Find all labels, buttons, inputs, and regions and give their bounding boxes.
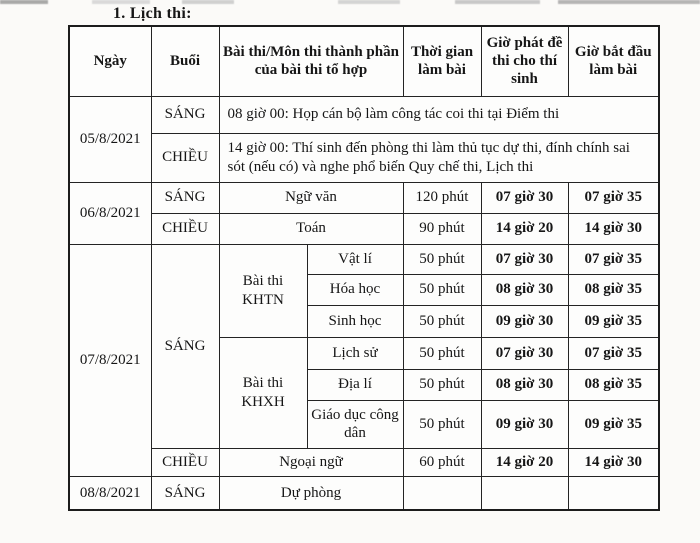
paper-time-cell: 09 giờ 30 bbox=[481, 305, 568, 337]
paper-time-cell: 07 giờ 30 bbox=[481, 244, 568, 274]
start-time-cell: 08 giờ 35 bbox=[568, 369, 659, 400]
start-time-cell-empty bbox=[568, 476, 659, 510]
subject-cell: Sinh học bbox=[307, 305, 403, 337]
header-date: Ngày bbox=[69, 26, 151, 96]
duration-cell: 50 phút bbox=[403, 305, 481, 337]
start-time-cell: 07 giờ 35 bbox=[568, 244, 659, 274]
header-start-time: Giờ bắt đầu làm bài bbox=[568, 26, 659, 96]
subject-cell: Dự phòng bbox=[219, 476, 403, 510]
session-cell: SÁNG bbox=[151, 182, 219, 213]
note-cell: 08 giờ 00: Họp cán bộ làm công tác coi thi tại Điểm thi bbox=[219, 96, 659, 133]
header-paper-time: Giờ phát đề thi cho thí sinh bbox=[481, 26, 568, 96]
header-row bbox=[69, 26, 659, 96]
session-cell: CHIỀU bbox=[151, 448, 219, 476]
header-duration: Thời gian làm bài bbox=[403, 26, 481, 96]
date-cell: 05/8/2021 bbox=[69, 96, 151, 182]
start-time-cell: 08 giờ 35 bbox=[568, 274, 659, 305]
exam-group-cell: Bài thi KHTN bbox=[219, 244, 307, 337]
row-aug7-afternoon bbox=[69, 448, 659, 476]
row-aug6-morning bbox=[69, 182, 659, 213]
row-aug8-morning bbox=[69, 476, 659, 510]
date-cell: 07/8/2021 bbox=[69, 244, 151, 476]
paper-time-cell: 14 giờ 20 bbox=[481, 213, 568, 244]
header-exam: Bài thi/Môn thi thành phần của bài thi tổ hợp bbox=[219, 26, 403, 96]
duration-cell-empty bbox=[403, 476, 481, 510]
session-cell: SÁNG bbox=[151, 244, 219, 448]
subject-cell: Lịch sử bbox=[307, 337, 403, 369]
subject-cell: Vật lí bbox=[307, 244, 403, 274]
scan-artifact-strip bbox=[0, 0, 700, 5]
duration-cell: 90 phút bbox=[403, 213, 481, 244]
paper-time-cell: 07 giờ 30 bbox=[481, 182, 568, 213]
start-time-cell: 14 giờ 30 bbox=[568, 448, 659, 476]
row-aug6-afternoon bbox=[69, 213, 659, 244]
exam-group-cell: Bài thi KHXH bbox=[219, 337, 307, 448]
duration-cell: 50 phút bbox=[403, 400, 481, 448]
row-physics bbox=[69, 244, 659, 274]
start-time-cell: 09 giờ 35 bbox=[568, 400, 659, 448]
paper-time-cell: 14 giờ 20 bbox=[481, 448, 568, 476]
paper-time-cell: 08 giờ 30 bbox=[481, 369, 568, 400]
subject-cell: Giáo dục công dân bbox=[307, 400, 403, 448]
duration-cell: 50 phút bbox=[403, 244, 481, 274]
duration-cell: 60 phút bbox=[403, 448, 481, 476]
session-cell: CHIỀU bbox=[151, 133, 219, 182]
start-time-cell: 07 giờ 35 bbox=[568, 182, 659, 213]
subject-cell: Ngữ văn bbox=[219, 182, 403, 213]
paper-time-cell: 09 giờ 30 bbox=[481, 400, 568, 448]
note-cell: 14 giờ 00: Thí sinh đến phòng thi làm thủ tục dự thi, đính chính sai sót (nếu có) và nghe phổ biến Quy chế thi, Lịch thi bbox=[219, 133, 659, 182]
date-cell: 06/8/2021 bbox=[69, 182, 151, 244]
row-aug5-morning bbox=[69, 96, 659, 133]
paper-time-cell-empty bbox=[481, 476, 568, 510]
subject-cell: Địa lí bbox=[307, 369, 403, 400]
session-cell: CHIỀU bbox=[151, 213, 219, 244]
duration-cell: 50 phút bbox=[403, 369, 481, 400]
session-cell: SÁNG bbox=[151, 476, 219, 510]
page-title: 1. Lịch thi: bbox=[113, 5, 192, 22]
header-session: Buổi bbox=[151, 26, 219, 96]
duration-cell: 50 phút bbox=[403, 274, 481, 305]
subject-cell: Toán bbox=[219, 213, 403, 244]
paper-time-cell: 08 giờ 30 bbox=[481, 274, 568, 305]
row-aug5-afternoon bbox=[69, 133, 659, 182]
subject-cell: Hóa học bbox=[307, 274, 403, 305]
start-time-cell: 14 giờ 30 bbox=[568, 213, 659, 244]
date-cell: 08/8/2021 bbox=[69, 476, 151, 510]
exam-schedule-table bbox=[68, 25, 660, 511]
session-cell: SÁNG bbox=[151, 96, 219, 133]
duration-cell: 50 phút bbox=[403, 337, 481, 369]
subject-cell: Ngoại ngữ bbox=[219, 448, 403, 476]
start-time-cell: 09 giờ 35 bbox=[568, 305, 659, 337]
paper-time-cell: 07 giờ 30 bbox=[481, 337, 568, 369]
duration-cell: 120 phút bbox=[403, 182, 481, 213]
start-time-cell: 07 giờ 35 bbox=[568, 337, 659, 369]
